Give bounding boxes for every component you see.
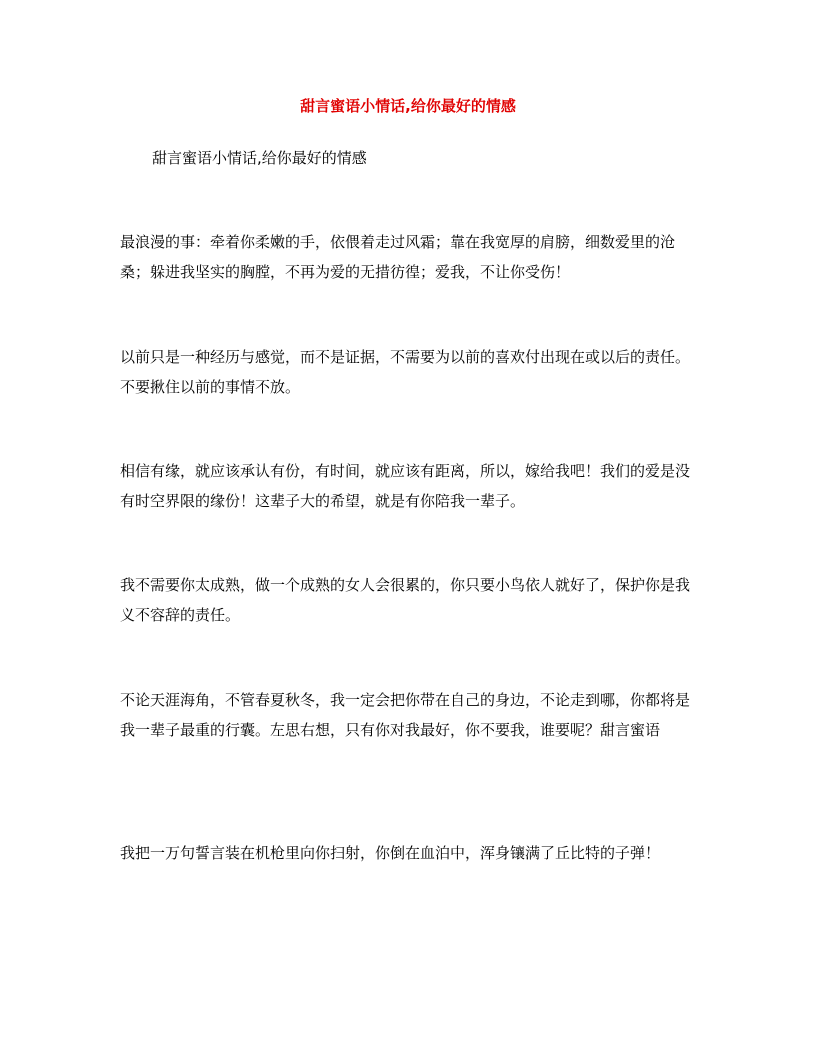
paragraph: 我把一万句誓言装在机枪里向你扫射，你倒在血泊中，浑身镶满了丘比特的子弹！ <box>120 844 661 862</box>
document-subtitle: 甜言蜜语小情话,给你最好的情感 <box>152 149 367 167</box>
paragraph: 我不需要你太成熟，做一个成熟的女人会很累的，你只要小鸟依人就好了，保护你是我义不容辞的责任。 <box>120 576 691 624</box>
paragraph: 以前只是一种经历与感觉，而不是证据，不需要为以前的喜欢付出现在或以后的责任。不要揪住以前的事情不放。 <box>120 348 691 396</box>
paragraph: 最浪漫的事：牵着你柔嫩的手，依偎着走过风霜；靠在我宽厚的肩膀，细数爱里的沧桑；躲进我坚实的胸膛，不再为爱的无措彷徨；爱我，不让你受伤！ <box>120 233 676 281</box>
document-title: 甜言蜜语小情话,给你最好的情感 <box>300 97 516 115</box>
paragraph: 相信有缘，就应该承认有份，有时间，就应该有距离，所以，嫁给我吧！我们的爱是没有时空界限的缘份！这辈子大的希望，就是有你陪我一辈子。 <box>120 462 691 510</box>
paragraph: 不论天涯海角，不管春夏秋冬，我一定会把你带在自己的身边，不论走到哪，你都将是我一辈子最重的行囊。左思右想，只有你对我最好，你不要我，谁要呢？甜言蜜语 <box>120 691 691 739</box>
